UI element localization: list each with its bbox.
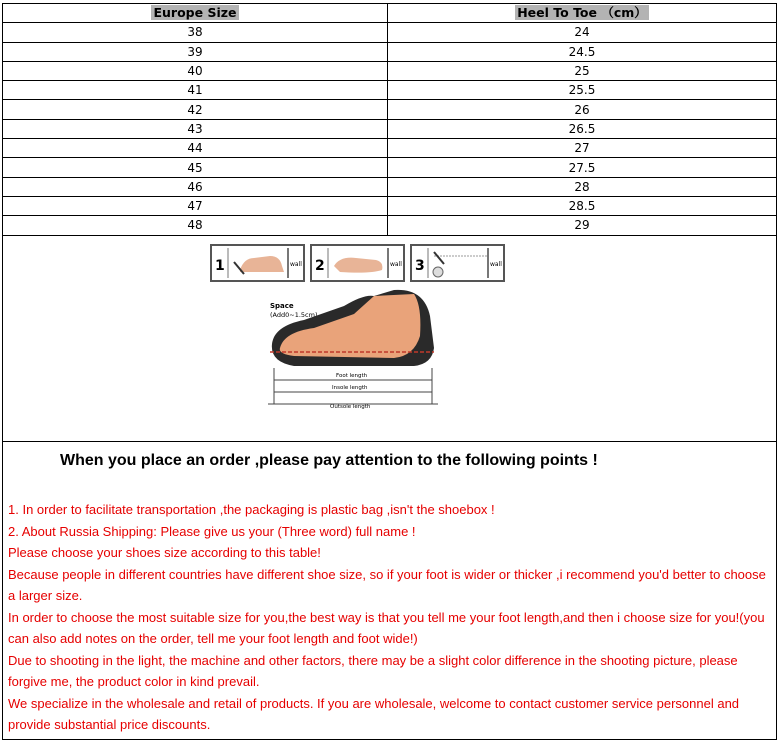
europe-size-cell: 48	[3, 216, 388, 235]
table-row	[3, 42, 777, 61]
svg-text:wall: wall	[490, 261, 502, 268]
space-add-label: (Add0~1.5cm)	[270, 311, 318, 319]
europe-size-cell: 43	[3, 119, 388, 138]
europe-size-cell: 47	[3, 196, 388, 215]
heel-to-toe-cell: 25.5	[388, 81, 777, 100]
table-row	[3, 61, 777, 80]
svg-text:wall: wall	[290, 261, 302, 268]
note-item: In order to choose the most suitable size for you,the best way is that you tell me your foot length,and then i choose size for you!(you can also add notes on the order, tell me your foot length and foot wide!)	[8, 609, 765, 646]
step-1-panel	[211, 245, 304, 281]
note-item: Because people in different countries have different shoe size, so if your foot is wider or thicker ,i recommend you'd better to choose a larger size.	[8, 566, 766, 603]
europe-size-cell: 41	[3, 81, 388, 100]
heel-to-toe-cell: 27.5	[388, 158, 777, 177]
heel-to-toe-cell: 24.5	[388, 42, 777, 61]
measure-figure-area	[2, 235, 777, 442]
header-europe-size: Europe Size	[3, 4, 388, 23]
heel-to-toe-cell: 28	[388, 177, 777, 196]
space-label: Space	[270, 302, 294, 310]
heel-to-toe-cell: 28.5	[388, 196, 777, 215]
europe-size-cell: 46	[3, 177, 388, 196]
table-row	[3, 196, 777, 215]
heel-to-toe-cell: 26.5	[388, 119, 777, 138]
header-heel-to-toe: Heel To Toe （cm）	[388, 4, 777, 23]
note-item: 2. About Russia Shipping: Please give us your (Three word) full name !	[8, 523, 416, 539]
note-item: Due to shooting in the light, the machine and other factors, there may be a slight color difference in the shooting picture, please forgive me, the product color in kind prevail.	[8, 652, 738, 689]
svg-text:Outsole length: Outsole length	[330, 404, 371, 410]
size-chart-table	[2, 3, 777, 236]
heel-to-toe-cell: 26	[388, 100, 777, 119]
measure-steps-illustration	[210, 244, 505, 282]
step-3-panel	[411, 245, 504, 281]
table-row	[3, 139, 777, 158]
svg-text:wall: wall	[390, 261, 402, 268]
foot-length-diagram	[264, 286, 444, 411]
order-notes	[8, 499, 776, 736]
heel-to-toe-cell: 27	[388, 139, 777, 158]
svg-text:2: 2	[315, 258, 325, 274]
note-item: 1. In order to facilitate transportation ,the packaging is plastic bag ,isn't the shoebox !	[8, 502, 495, 517]
svg-text:1: 1	[215, 258, 225, 274]
table-row	[3, 177, 777, 196]
svg-text:Insole length: Insole length	[332, 385, 368, 391]
europe-size-cell: 42	[3, 100, 388, 119]
europe-size-cell: 38	[3, 23, 388, 42]
table-row	[3, 119, 777, 138]
europe-size-cell: 45	[3, 158, 388, 177]
table-row	[3, 81, 777, 100]
europe-size-cell: 44	[3, 139, 388, 158]
note-item: Please choose your shoes size according to this table!	[8, 545, 321, 560]
table-row	[3, 100, 777, 119]
heel-to-toe-cell: 24	[388, 23, 777, 42]
step-2-panel	[311, 245, 404, 281]
table-header-row	[3, 4, 777, 23]
heel-to-toe-cell: 29	[388, 216, 777, 235]
table-row	[3, 158, 777, 177]
svg-text:3: 3	[415, 258, 425, 274]
europe-size-cell: 40	[3, 61, 388, 80]
svg-text:Foot length: Foot length	[336, 373, 368, 379]
europe-size-cell: 39	[3, 42, 388, 61]
note-item: We specialize in the wholesale and retail of products. If you are wholesale, welcome to contact customer service personnel and provide substantial price discounts.	[8, 695, 740, 732]
table-row	[3, 216, 777, 235]
table-row	[3, 23, 777, 42]
order-notice-heading: When you place an order ,please pay attention to the following points !	[60, 452, 598, 469]
heel-to-toe-cell: 25	[388, 61, 777, 80]
